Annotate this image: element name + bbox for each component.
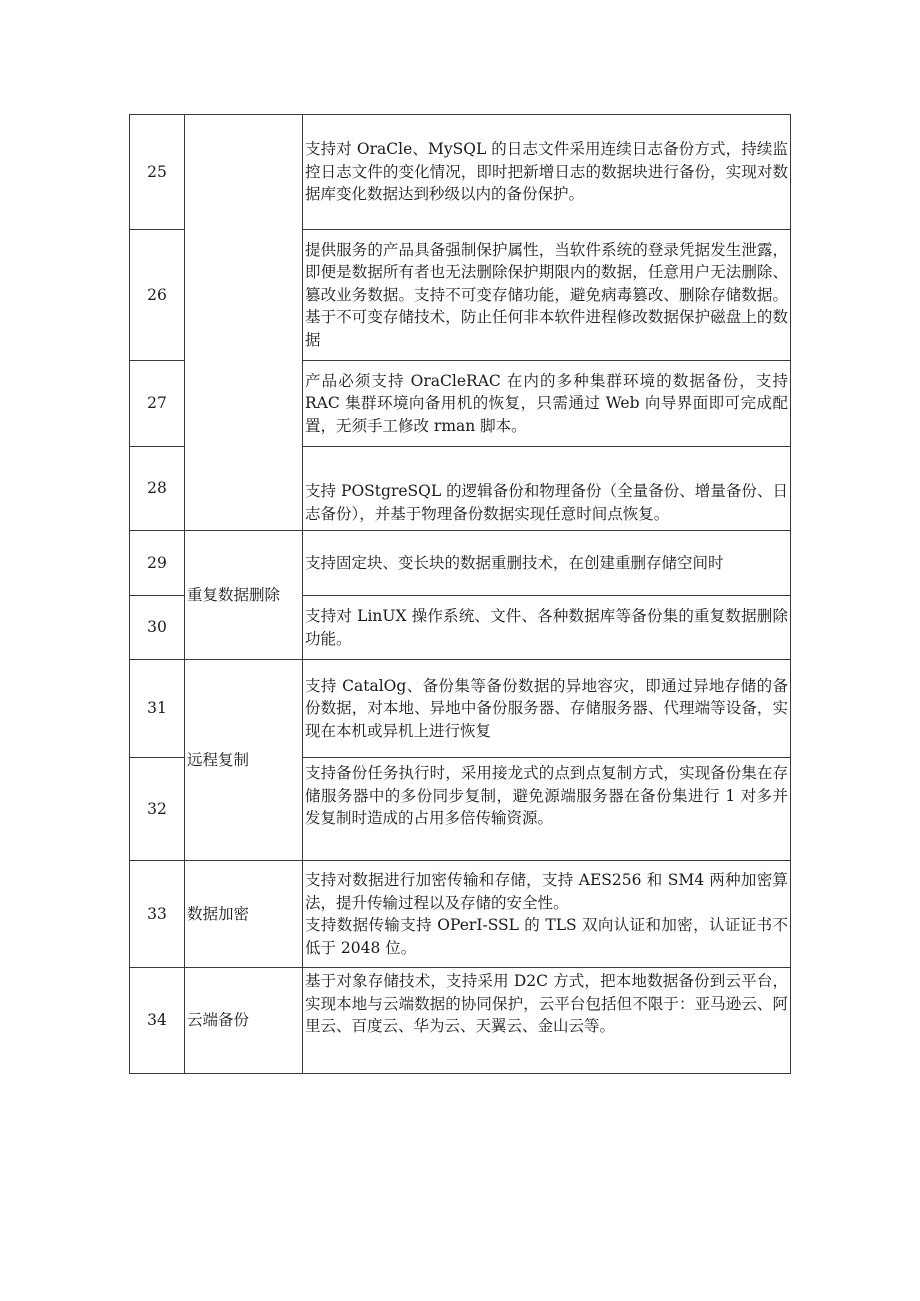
category-cell-empty xyxy=(185,115,303,531)
table-row xyxy=(130,115,791,230)
table-row xyxy=(130,968,791,1074)
category-label: 云端备份 xyxy=(185,968,303,1074)
row-number: 25 xyxy=(130,115,185,230)
requirement-description xyxy=(303,596,791,660)
requirement-description xyxy=(303,968,791,1074)
table-row xyxy=(130,861,791,968)
requirement-description xyxy=(303,230,791,361)
description-paragraph: 产品必须支持 OraCleRAC 在内的多种集群环境的数据备份，支持 RAC 集群环境向备用机的恢复，只需通过 Web 向导界面即可完成配置，无须手工修改 rman 脚本。 xyxy=(305,371,788,435)
requirement-description xyxy=(303,758,791,861)
description-paragraph: 支持对 LinUX 操作系统、文件、各种数据库等备份集的重复数据删除功能。 xyxy=(305,607,788,648)
description-paragraph: 支持固定块、变长块的数据重删技术，在创建重删存储空间时 xyxy=(305,553,724,572)
row-number: 33 xyxy=(130,861,185,968)
row-number: 27 xyxy=(130,361,185,447)
category-label: 重复数据删除 xyxy=(185,531,303,660)
requirements-table xyxy=(129,114,791,1074)
category-label: 远程复制 xyxy=(185,660,303,861)
row-number: 32 xyxy=(130,758,185,861)
requirement-description xyxy=(303,531,791,596)
description-paragraph: 基于对象存储技术，支持采用 D2C 方式，把本地数据备份到云平台，实现本地与云端数据的协同保护，云平台包括但不限于：亚马逊云、阿里云、百度云、华为云、天翼云、金山云等。 xyxy=(305,972,788,1035)
description-paragraph: 支持数据传输支持 OPerI-SSL 的 TLS 双向认证和加密，认证证书不低于 2048 位。 xyxy=(305,916,788,957)
table-row xyxy=(130,531,791,596)
description-paragraph: 支持 POStgreSQL 的逻辑备份和物理备份（全量备份、增量备份、日志备份），并基于物理备份数据实现任意时间点恢复。 xyxy=(305,482,788,523)
requirement-description xyxy=(303,861,791,968)
requirement-description xyxy=(303,447,791,531)
table-row xyxy=(130,660,791,758)
row-number: 30 xyxy=(130,596,185,660)
description-paragraph: 支持备份任务执行时，采用接龙式的点到点复制方式，实现备份集在存储服务器中的多份同步复制，避免源端服务器在备份集进行 1 对多并发复制时造成的占用多倍传输资源。 xyxy=(305,764,788,827)
description-paragraph: 支持 CatalOg、备份集等备份数据的异地容灾，即通过异地存储的备份数据，对本地、异地中备份服务器、存储服务器、代理端等设备，实现在本机或异机上进行恢复 xyxy=(305,676,788,740)
row-number: 31 xyxy=(130,660,185,758)
description-paragraph: 支持对数据进行加密传输和存储，支持 AES256 和 SM4 两种加密算法，提升传输过程以及存储的安全性。 xyxy=(305,871,788,912)
row-number: 34 xyxy=(130,968,185,1074)
row-number: 26 xyxy=(130,230,185,361)
description-paragraph: 支持对 OraCle、MySQL 的日志文件采用连续日志备份方式，持续监控日志文件的变化情况，即时把新增日志的数据块进行备份，实现对数据库变化数据达到秒级以内的备份保护。 xyxy=(305,140,788,204)
requirement-description xyxy=(303,115,791,230)
description-paragraph: 提供服务的产品具备强制保护属性，当软件系统的登录凭据发生泄露，即便是数据所有者也无法删除保护期限内的数据，任意用户无法删除、篡改业务数据。支持不可变存储功能，避免病毒篡改、删除存储数据。基于不可变存储技术，防止任何非本软件进程修改数据保护磁盘上的数据 xyxy=(305,240,788,349)
category-label: 数据加密 xyxy=(185,861,303,968)
requirement-description xyxy=(303,660,791,758)
row-number: 28 xyxy=(130,447,185,531)
row-number: 29 xyxy=(130,531,185,596)
requirement-description xyxy=(303,361,791,447)
